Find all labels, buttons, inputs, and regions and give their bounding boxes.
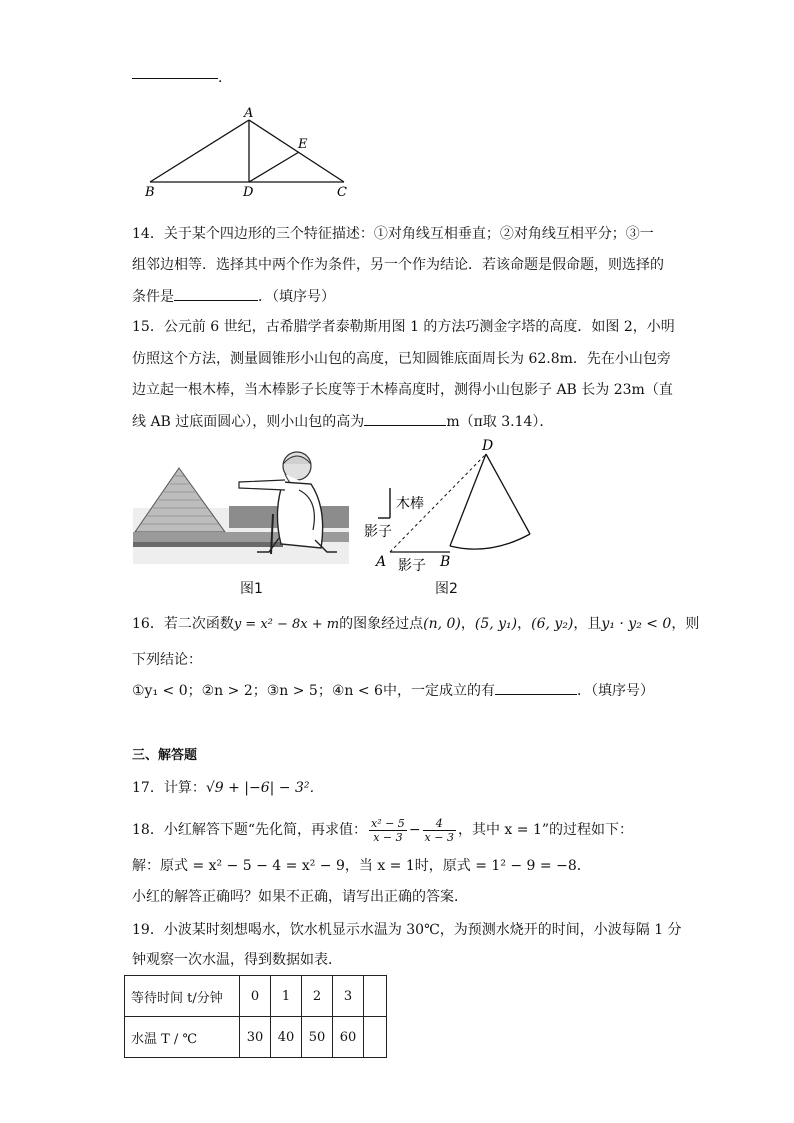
figure2-diagram — [360, 434, 550, 574]
q16-option2: ②n > 2； — [201, 683, 267, 699]
q18-line1 — [132, 812, 633, 848]
q16-condition: y₁ · y₂ < 0 — [601, 616, 672, 632]
q18-question: 小红的解答正确吗？如果不正确，请写出正确的答案． — [132, 889, 468, 905]
q14-line3-post: ．（填序号） — [258, 289, 335, 305]
q18-frac2-den: x − 3 — [424, 830, 454, 844]
q16-text-b: 的图象经过点 — [339, 616, 424, 632]
table-cell: 60 — [333, 1017, 364, 1058]
section3-title: 三、解答题 — [132, 748, 198, 763]
table-cell: 1 — [271, 976, 302, 1017]
q18-frac2-num: 4 — [423, 817, 456, 831]
q18-solution: 解：原式 = x² − 5 − 4 = x² − 9，当 x = 1时，原式 = 1² − 9 = −8． — [132, 858, 591, 874]
figure1-illustration — [133, 450, 349, 564]
stick-label: 木棒 — [396, 496, 424, 512]
q18-frac1-num: x² − 5 — [370, 816, 405, 830]
q17-prefix: 17．计算： — [132, 780, 206, 796]
q14-answer-blank — [174, 286, 258, 301]
q18-frac1-den: x − 3 — [373, 830, 403, 844]
label-B: B — [145, 185, 155, 200]
q14-line1: 14．关于某个四边形的三个特征描述：①对角线互相垂直；②对角线互相平分；③一 — [132, 226, 654, 242]
q16-line3 — [132, 680, 654, 701]
q17-expression: √9 + |−6| − 3²． — [205, 780, 324, 796]
table-cell: 3 — [333, 976, 364, 1017]
shadow-label-top: 影子 — [364, 524, 392, 540]
q15-line3: 边立起一根木棒，当木棒影子长度等于木棒高度时，测得小山包影子 AB 长为 23m（直 — [132, 382, 673, 398]
q16-line3-end: ．（填序号） — [576, 683, 654, 699]
q16-option3: ③n > 5； — [266, 683, 332, 699]
q16-point1: (n, 0) — [423, 616, 461, 632]
top-answer-blank — [132, 78, 218, 79]
q15-line2: 仿照这个方法，测量圆锥形小山包的高度，已知圆锥底面周长为 62.8m．先在小山包旁 — [132, 351, 671, 367]
q15-line4 — [132, 411, 553, 432]
label-A: A — [244, 106, 254, 121]
fig2-label-B: B — [440, 554, 451, 570]
q16-line1: 16．若二次函数y = x² − 8x + m的图象经过点(n, 0)，(5, y₁)，(6, y₂)，且y₁ · y₂ < 0，则 — [132, 616, 700, 632]
q14-line3 — [132, 286, 335, 307]
q18-minus: − — [408, 822, 421, 838]
label-C: C — [337, 185, 347, 200]
label-E: E — [298, 137, 308, 152]
q16-text-c: ，且 — [573, 616, 602, 632]
q19-line2: 钟观察一次水温，得到数据如表． — [132, 952, 342, 968]
q17 — [132, 778, 324, 798]
fig2-label-A: A — [376, 554, 387, 570]
table-cell: 40 — [271, 1017, 302, 1058]
q16-answer-blank — [495, 680, 577, 695]
q14-line2: 组邻边相等．选择其中两个作为条件，另一个作为结论．若该命题是假命题，则选择的 — [132, 257, 664, 273]
table-cell-empty — [364, 1017, 387, 1058]
table-cell-empty — [364, 976, 387, 1017]
figure2-caption: 图2 — [435, 581, 458, 597]
q16-line2: 下列结论： — [132, 652, 202, 668]
q16-line3-text: 中，一定成立的有 — [382, 683, 495, 699]
figure1-caption: 图1 — [240, 581, 263, 597]
q15-line4-post: m（π取 3.14）． — [446, 414, 554, 430]
label-D: D — [243, 185, 254, 200]
q16-function: y = x² − 8x + m — [233, 617, 340, 632]
q16-option4: ④n < 6 — [331, 683, 383, 699]
fig2-label-D: D — [482, 438, 494, 454]
q19-line1: 19．小波某时刻想喝水，饮水机显示水温为 30℃，为预测水烧开的时间，小波每隔 1 分 — [132, 922, 682, 938]
q15-answer-blank — [364, 411, 446, 426]
table-cell: 30 — [240, 1017, 271, 1058]
q18-prefix: 18．小红解答下题“先化简，再求值： — [132, 822, 367, 838]
table-row — [125, 976, 387, 1017]
q16-text-d: ，则 — [671, 616, 700, 632]
q19-data-table — [124, 975, 387, 1058]
table-cell: 2 — [302, 976, 333, 1017]
top-answer-period: . — [218, 70, 223, 86]
triangle-figure — [140, 104, 360, 200]
shadow-label-bottom: 影子 — [398, 558, 426, 574]
table-cell: 0 — [240, 976, 271, 1017]
q15-line1: 15．公元前 6 世纪，古希腊学者泰勒斯用图 1 的方法巧测金字塔的高度．如图 2，小明 — [132, 319, 675, 335]
q16-point2: (5, y₁) — [474, 616, 518, 632]
q14-line3-pre: 条件是 — [132, 289, 174, 305]
q15-line4-pre: 线 AB 过底面圆心），则小山包的高为 — [132, 414, 365, 430]
q18-fraction1 — [369, 817, 407, 844]
q16-point3: (6, y₂) — [531, 616, 574, 632]
table-header-temp: 水温 T / ℃ — [125, 1017, 240, 1058]
q16-option1: ①y₁ < 0； — [132, 683, 202, 699]
table-header-time: 等待时间 t/分钟 — [125, 976, 240, 1017]
table-cell: 50 — [302, 1017, 333, 1058]
q16-text-a: 16．若二次函数 — [132, 616, 234, 632]
q18-suffix: ，其中 x = 1”的过程如下： — [457, 822, 634, 838]
q18-fraction2 — [423, 817, 456, 844]
table-row — [125, 1017, 387, 1058]
